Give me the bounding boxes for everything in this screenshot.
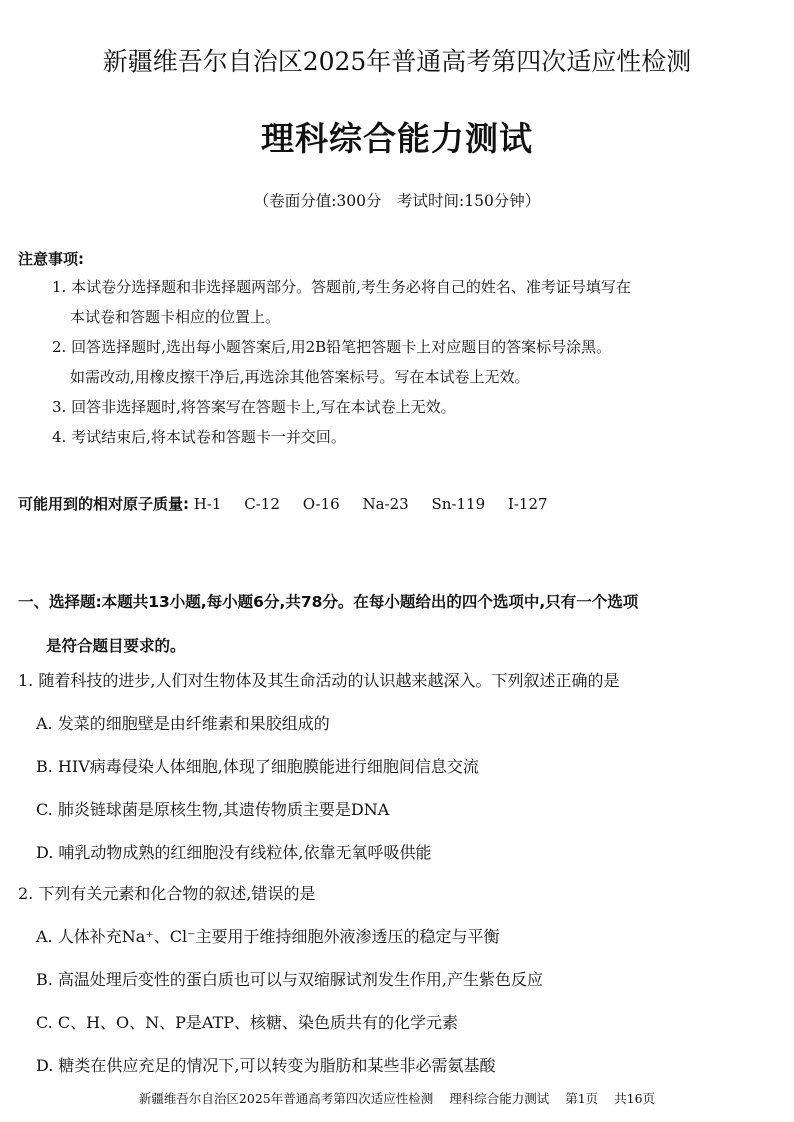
atomic-mass-line	[18, 493, 566, 514]
notice-item-text: 2. 回答选择题时,选出每小题答案后,用2B铅笔把答题卡上对应题目的答案标号涂黑。	[52, 338, 612, 356]
atomic-mass-value: C-12	[244, 495, 280, 513]
question-stem: 1. 随着科技的进步,人们对生物体及其生命活动的认识越来越深入。下列叙述正确的是	[18, 671, 620, 690]
atomic-mass-value: O-16	[302, 495, 340, 513]
question-option: A. 发菜的细胞壁是由纤维素和果胶组成的	[36, 714, 330, 733]
subject-title: 理科综合能力测试	[261, 119, 533, 158]
atomic-mass-value: Sn-119	[431, 495, 486, 513]
atomic-mass-value: H-1	[193, 495, 222, 513]
footer-total-pages: 共16页	[614, 1091, 656, 1106]
question-option: D. 糖类在供应充足的情况下,可以转变为脂肪和某些非必需氨基酸	[36, 1056, 496, 1075]
notice-item-text: 1. 本试卷分选择题和非选择题两部分。答题前,考生务必将自己的姓名、准考证号填写在	[52, 278, 631, 296]
notice-item	[52, 392, 787, 422]
footer-subject: 理科综合能力测试	[449, 1091, 550, 1106]
notice-item-text: 3. 回答非选择题时,将答案写在答题卡上,写在本试卷上无效。	[52, 398, 456, 416]
exam-info: （卷面分值:300分 考试时间:150分钟）	[253, 192, 541, 210]
footer-page-number: 第1页	[565, 1091, 599, 1106]
question-option: B. 高温处理后变性的蛋白质也可以与双缩脲试剂发生作用,产生紫色反应	[36, 970, 544, 989]
notice-item	[52, 272, 787, 332]
atomic-mass-value: I-127	[507, 495, 548, 513]
notice-item-continuation: 本试卷和答题卡相应的位置上。	[70, 308, 281, 326]
question-1	[18, 660, 788, 874]
question-option: B. HIV病毒侵染人体细胞,体现了细胞膜能进行细胞间信息交流	[36, 757, 479, 776]
notice-item	[52, 332, 787, 392]
exam-title: 新疆维吾尔自治区2025年普通高考第四次适应性检测	[102, 47, 692, 76]
question-option: C. 肺炎链球菌是原核生物,其遗传物质主要是DNA	[36, 800, 390, 819]
atomic-mass-value: Na-23	[362, 495, 409, 513]
notice-heading: 注意事项:	[18, 250, 84, 268]
section-heading-line: 一、选择题:本题共13小题,每小题6分,共78分。在每小题给出的四个选项中,只有一个选项	[18, 593, 639, 611]
atomic-mass-label: 可能用到的相对原子质量:	[18, 495, 189, 513]
section-heading-continuation: 是符合题目要求的。	[46, 637, 186, 655]
question-option: D. 哺乳动物成熟的红细胞没有线粒体,依靠无氧呼吸供能	[36, 843, 432, 862]
footer-exam-title: 新疆维吾尔自治区2025年普通高考第四次适应性检测	[138, 1091, 434, 1106]
question-stem: 2. 下列有关元素和化合物的叙述,错误的是	[18, 884, 316, 903]
notice-item-text: 4. 考试结束后,将本试卷和答题卡一并交回。	[52, 428, 346, 446]
notice-item	[52, 422, 787, 452]
question-2	[18, 873, 788, 1087]
question-option: C. C、H、O、N、P是ATP、核糖、染色质共有的化学元素	[36, 1013, 459, 1032]
question-option: A. 人体补充Na⁺、Cl⁻主要用于维持细胞外液渗透压的稳定与平衡	[36, 927, 500, 946]
notice-list	[52, 272, 787, 452]
notice-item-continuation: 如需改动,用橡皮擦干净后,再选涂其他答案标号。写在本试卷上无效。	[70, 368, 530, 386]
page-footer	[0, 1089, 794, 1107]
section-heading	[18, 580, 788, 668]
